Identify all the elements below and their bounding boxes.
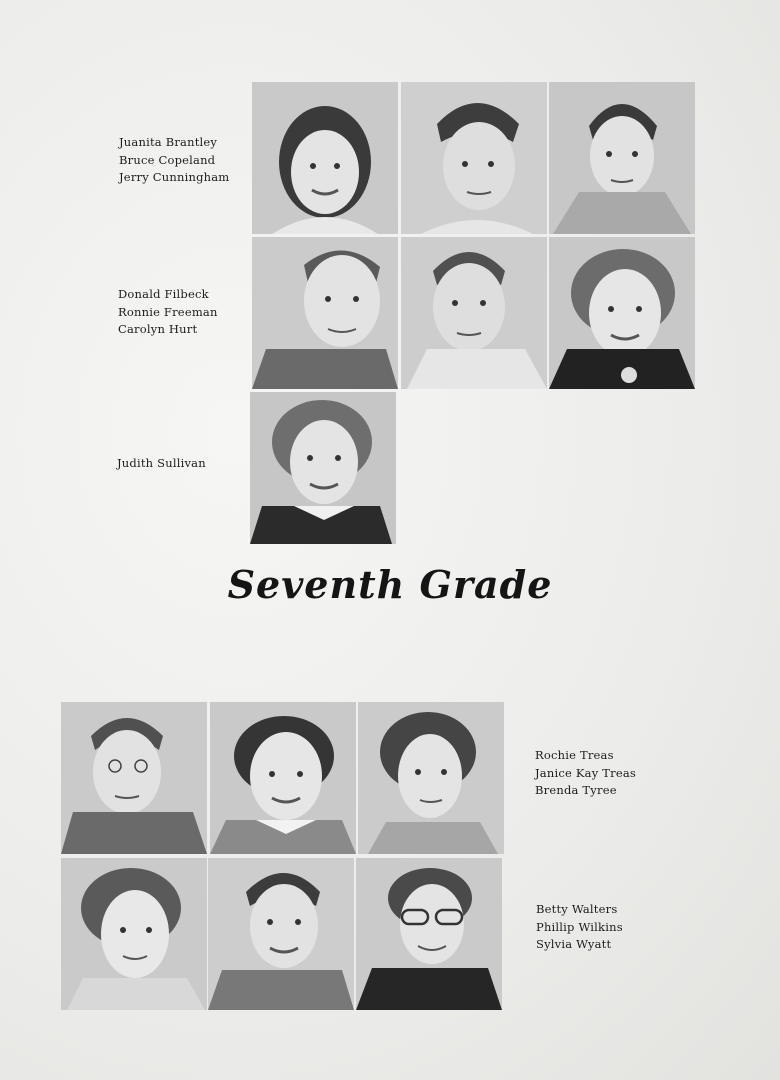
student-photo bbox=[549, 237, 695, 389]
name-group-5 bbox=[536, 901, 623, 954]
student-name: Brenda Tyree bbox=[535, 783, 617, 797]
name-group-1 bbox=[119, 134, 229, 187]
student-photo bbox=[252, 237, 398, 389]
student-name: Donald Filbeck bbox=[118, 287, 209, 301]
student-photo bbox=[549, 82, 695, 234]
student-name: Phillip Wilkins bbox=[536, 919, 623, 934]
name-group-3 bbox=[117, 455, 206, 473]
student-photo bbox=[210, 702, 356, 854]
student-photo bbox=[401, 237, 547, 389]
student-name: Betty Walters bbox=[536, 902, 618, 916]
student-name: Sylvia Wyatt bbox=[536, 937, 612, 951]
student-name: Juanita Brantley bbox=[119, 135, 218, 149]
student-photo bbox=[61, 702, 207, 854]
student-photo bbox=[250, 392, 396, 544]
student-name: Janice Kay Treas bbox=[535, 765, 636, 780]
student-name: Ronnie Freeman bbox=[118, 304, 218, 319]
student-photo bbox=[401, 82, 547, 234]
student-name: Jerry Cunningham bbox=[119, 170, 230, 184]
student-photo bbox=[356, 858, 502, 1010]
student-photo bbox=[208, 858, 354, 1010]
name-group-4 bbox=[535, 747, 636, 800]
student-name: Judith Sullivan bbox=[117, 456, 206, 470]
student-name: Rochie Treas bbox=[535, 748, 614, 762]
student-photo bbox=[252, 82, 398, 234]
student-name: Bruce Copeland bbox=[119, 152, 216, 167]
page-heading: Seventh Grade bbox=[227, 562, 553, 607]
student-photo bbox=[61, 858, 207, 1010]
student-name: Carolyn Hurt bbox=[118, 322, 198, 336]
student-photo bbox=[358, 702, 504, 854]
name-group-2 bbox=[118, 286, 218, 339]
